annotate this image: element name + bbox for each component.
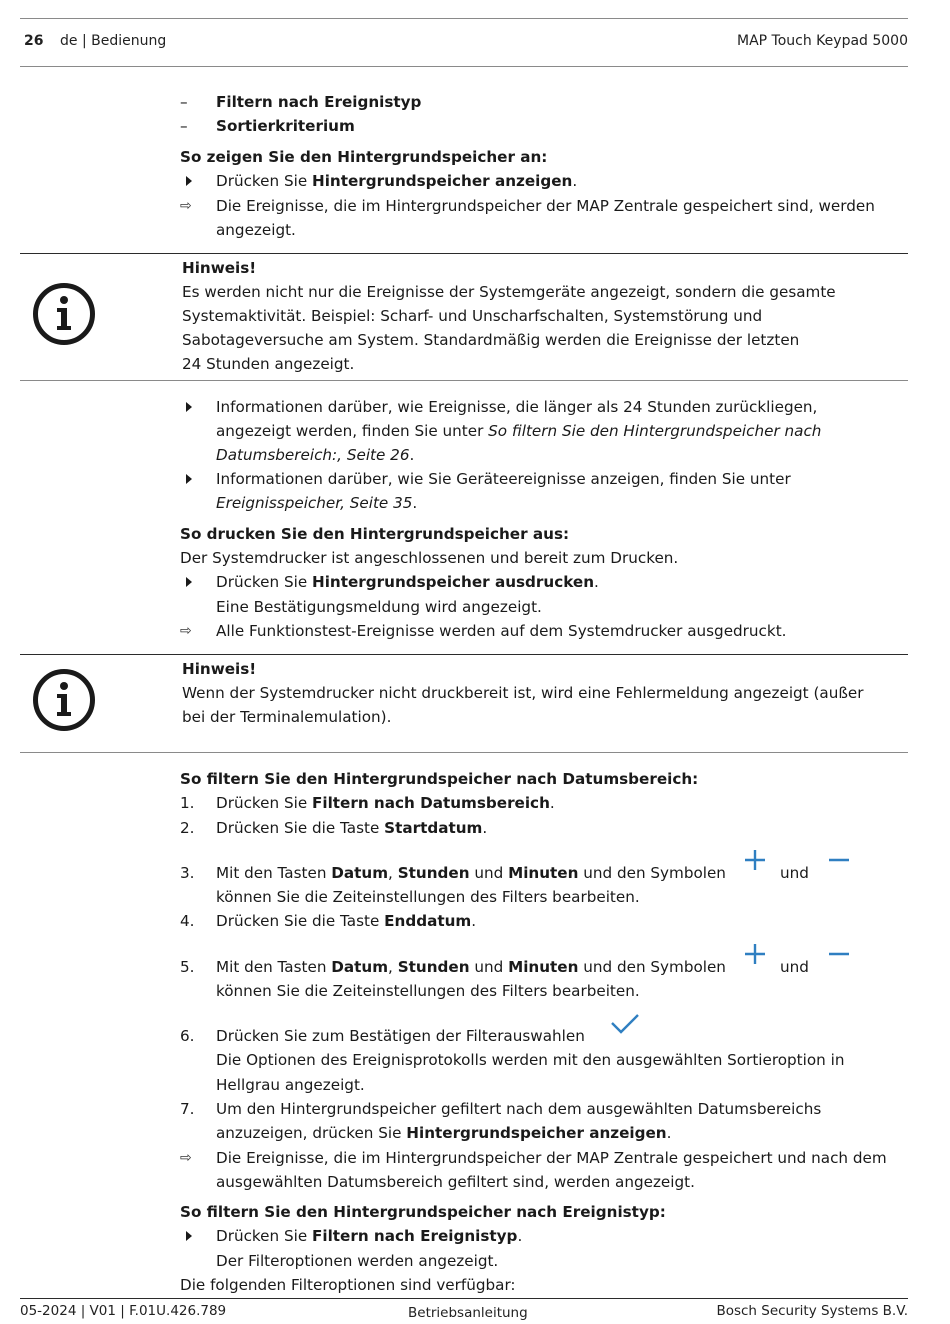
info-icon [32, 668, 96, 732]
step-text: Um den Hintergrundspeicher gefiltert nach dem ausgewählten Datumsbereichs [216, 1100, 822, 1118]
footer-rule [20, 1298, 908, 1299]
info-text: angezeigt werden, finden Sie unter So filtern Sie den Hintergrundspeicher nach [216, 422, 822, 440]
result-text: ausgewählten Datumsbereich gefiltert sind, werden angezeigt. [216, 1173, 695, 1191]
note-bottom-rule [20, 380, 908, 381]
step-number: 2. [180, 819, 195, 837]
step-marker [180, 397, 202, 417]
step-marker [180, 572, 202, 592]
step-text: Drücken Sie Filtern nach Ereignistyp. [216, 1227, 523, 1245]
step-text: können Sie die Zeiteinstellungen des Filters bearbeiten. [216, 888, 640, 906]
step-marker [180, 469, 202, 489]
step-number: 4. [180, 912, 195, 930]
step-text: Drücken Sie die Taste Enddatum. [216, 912, 477, 930]
plus-icon [743, 848, 767, 872]
note-text: Sabotageversuche am System. Standardmäßig werden die Ereignisse der letzten [182, 331, 800, 349]
step-text: Drücken Sie Hintergrundspeicher anzeigen. [216, 172, 578, 190]
step-text: Die Optionen des Ereignisprotokolls werden mit den ausgewählten Sortieroption in [216, 1051, 845, 1069]
step-marker [180, 1226, 202, 1246]
step-number: 5. [180, 958, 195, 976]
note-text: bei der Terminalemulation). [182, 708, 392, 726]
header-bottom-rule [20, 66, 908, 67]
note-text: Wenn der Systemdrucker nicht druckbereit ist, wird eine Fehlermeldung angezeigt (außer [182, 684, 864, 702]
minus-icon [827, 848, 851, 872]
result-text: Die Ereignisse, die im Hintergrundspeicher der MAP Zentrale gespeichert und nach dem [216, 1149, 887, 1167]
section-heading: So filtern Sie den Hintergrundspeicher nach Datumsbereich: [180, 770, 699, 788]
note-top-rule [20, 654, 908, 655]
section-outro: Die folgenden Filteroptionen sind verfügbar: [180, 1276, 516, 1294]
result-text: Alle Funktionstest-Ereignisse werden auf dem Systemdrucker ausgedruckt. [216, 622, 787, 640]
note-bottom-rule [20, 752, 908, 753]
page-number: 26 [24, 33, 44, 49]
step-text: Mit den Tasten Datum, Stunden und Minuten und den Symbolen [216, 958, 726, 976]
result-arrow-icon: ⇨ [180, 1150, 192, 1166]
step-number: 7. [180, 1100, 195, 1118]
note-title: Hinweis! [182, 660, 257, 678]
step-text: anzuzeigen, drücken Sie Hintergrundspeicher anzeigen. [216, 1124, 672, 1142]
note-text: Es werden nicht nur die Ereignisse der Systemgeräte angezeigt, sondern die gesamte [182, 283, 836, 301]
step-text: Drücken Sie Filtern nach Datumsbereich. [216, 794, 555, 812]
connector-text: und [780, 864, 809, 882]
connector-text: und [780, 958, 809, 976]
section-heading: So zeigen Sie den Hintergrundspeicher an: [180, 148, 548, 166]
footer-doc-type: Betriebsanleitung [408, 1305, 528, 1321]
list-item: Filtern nach Ereignistyp [216, 93, 422, 111]
section-heading: So drucken Sie den Hintergrundspeicher aus: [180, 525, 570, 543]
result-text: Die Ereignisse, die im Hintergrundspeicher der MAP Zentrale gespeichert sind, werden [216, 197, 875, 215]
step-number: 3. [180, 864, 195, 882]
result-arrow-icon: ⇨ [180, 623, 192, 639]
step-text: Drücken Sie zum Bestätigen der Filterauswahlen [216, 1027, 585, 1045]
info-icon [32, 282, 96, 346]
note-top-rule [20, 253, 908, 254]
info-text: Ereignisspeicher, Seite 35. [216, 494, 418, 512]
header-section: de | Bedienung [60, 33, 167, 49]
cross-reference-link[interactable]: Datumsbereich:, Seite 26 [216, 446, 410, 464]
dash-marker: – [180, 93, 188, 111]
result-arrow-icon: ⇨ [180, 198, 192, 214]
note-text: 24 Stunden angezeigt. [182, 355, 355, 373]
cross-reference-link[interactable]: Ereignisspeicher, Seite 35 [216, 494, 413, 512]
step-number: 6. [180, 1027, 195, 1045]
info-text: Informationen darüber, wie Ereignisse, die länger als 24 Stunden zurückliegen, [216, 398, 818, 416]
step-text: Drücken Sie Hintergrundspeicher ausdrucken. [216, 573, 599, 591]
footer-doc-id: 05-2024 | V01 | F.01U.426.789 [20, 1303, 227, 1319]
footer-company: Bosch Security Systems B.V. [716, 1303, 908, 1319]
step-text: können Sie die Zeiteinstellungen des Filters bearbeiten. [216, 982, 640, 1000]
header-top-rule [20, 18, 908, 19]
step-text: Drücken Sie die Taste Startdatum. [216, 819, 488, 837]
result-text: angezeigt. [216, 221, 296, 239]
header-product: MAP Touch Keypad 5000 [737, 33, 908, 49]
note-text: Systemaktivität. Beispiel: Scharf- und Unscharfschalten, Systemstörung und [182, 307, 763, 325]
step-text: Mit den Tasten Datum, Stunden und Minuten und den Symbolen [216, 864, 726, 882]
step-subtext: Der Filteroptionen werden angezeigt. [216, 1252, 499, 1270]
minus-icon [827, 942, 851, 966]
section-heading: So filtern Sie den Hintergrundspeicher nach Ereignistyp: [180, 1203, 666, 1221]
plus-icon [743, 942, 767, 966]
check-icon [610, 1012, 640, 1036]
info-text: Informationen darüber, wie Sie Geräteereignisse anzeigen, finden Sie unter [216, 470, 791, 488]
dash-marker: – [180, 117, 188, 135]
step-number: 1. [180, 794, 195, 812]
cross-reference-link[interactable]: So filtern Sie den Hintergrundspeicher nach [488, 422, 822, 440]
note-title: Hinweis! [182, 259, 257, 277]
list-item: Sortierkriterium [216, 117, 355, 135]
step-marker [180, 171, 202, 191]
info-text: Datumsbereich:, Seite 26. [216, 446, 415, 464]
step-subtext: Eine Bestätigungsmeldung wird angezeigt. [216, 598, 542, 616]
section-intro: Der Systemdrucker ist angeschlossenen und bereit zum Drucken. [180, 549, 679, 567]
step-text: Hellgrau angezeigt. [216, 1076, 365, 1094]
